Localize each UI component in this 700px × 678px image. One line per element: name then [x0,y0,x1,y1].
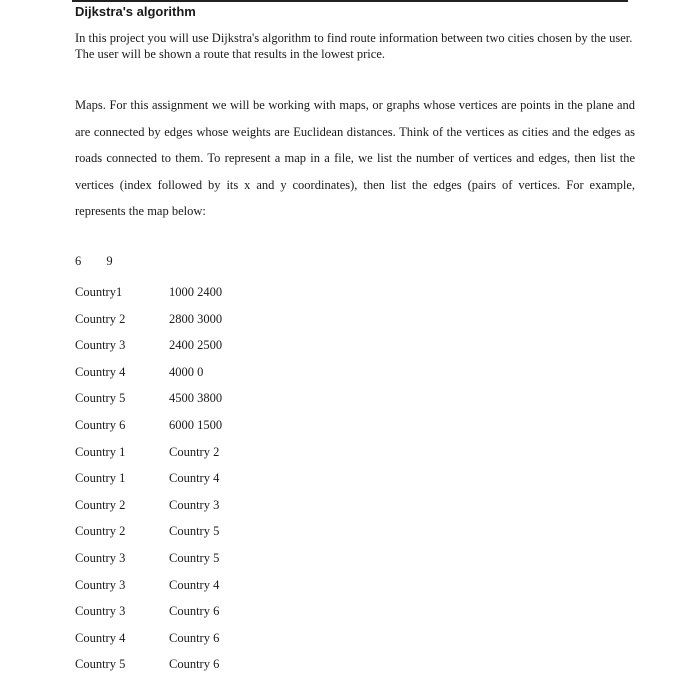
edge-row [75,598,222,625]
edge-from: Country 3 [75,550,126,565]
vertex-coords: 4000 0 [169,364,204,379]
edge-to: Country 4 [169,471,220,486]
edge-from: Country 5 [75,657,126,672]
edge-from: Country 3 [75,604,126,619]
edge-to: Country 2 [169,444,220,459]
intro-paragraph: In this project you will use Dijkstra's algorithm to find route information between two cities chosen by the user. The user will be shown a route that results in the lowest price. [75,31,633,61]
vertex-row [75,306,222,333]
vertex-coords: 1000 2400 [169,285,223,299]
edge-from: Country 2 [75,524,126,539]
vertex-coords: 2800 3000 [169,311,223,326]
vertex-name: Country 6 [75,417,126,432]
edge-row [75,518,222,545]
vertex-name: Country 3 [75,338,126,353]
vertex-row [75,385,222,412]
edge-from: Country 2 [75,497,126,512]
vertex-name: Country 4 [75,364,126,379]
edge-from: Country 4 [75,630,126,645]
maps-paragraph: Maps. For this assignment we will be working with maps, or graphs whose vertices are points in the plane and are connected by edges whose weights are Euclidean distances. Think of the vertices as cities and the edges as roads connected to them. To represent a map in a file, we list the number of vertices and edges, then list the vertices (index followed by its x and y coordinates), then list the edges (pairs of vertices. For example, represents the map below: [75,98,635,218]
edge-row [75,492,222,519]
edge-to: Country 6 [169,630,220,645]
map-counts [75,254,113,269]
edge-row [75,651,222,678]
document-title: Dijkstra's algorithm [75,4,196,19]
vertex-row [75,359,222,386]
edge-from: Country 1 [75,471,126,486]
vertex-row [75,412,222,439]
edge-to: Country 5 [169,550,220,565]
vertex-name: Country 2 [75,311,126,326]
edge-to: Country 5 [169,524,220,539]
vertex-row [75,279,222,306]
edge-to: Country 3 [169,497,220,512]
map-listing [75,279,222,678]
edge-to: Country 6 [169,604,220,619]
edge-row [75,465,222,492]
edge-to: Country 4 [169,577,220,592]
vertex-name: Country 5 [75,391,126,406]
edge-row [75,572,222,599]
edge-to: Country 6 [169,657,220,672]
vertex-name: Country1 [75,285,123,299]
vertex-coords: 6000 1500 [169,417,223,432]
edge-count: 9 [106,254,113,268]
vertex-count: 6 [75,254,82,268]
vertex-coords: 4500 3800 [169,391,223,406]
edge-row [75,439,222,466]
edge-from: Country 1 [75,444,126,459]
vertex-coords: 2400 2500 [169,338,223,353]
vertex-row [75,332,222,359]
edge-from: Country 3 [75,577,126,592]
edge-row [75,545,222,572]
top-rule [72,0,628,2]
edge-row [75,625,222,652]
